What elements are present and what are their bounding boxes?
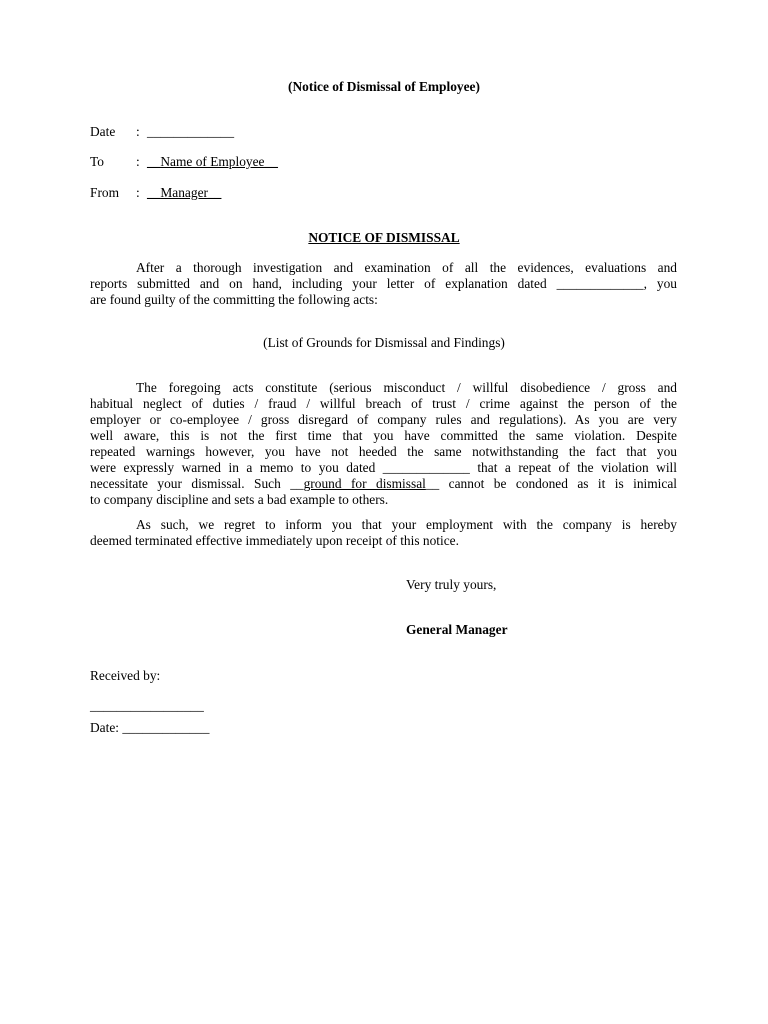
paragraph-line: to company discipline and sets a bad example to others. (90, 492, 389, 507)
from-colon: : (136, 185, 140, 200)
to-colon: : (136, 154, 140, 169)
from-post: __ (207, 185, 222, 200)
signature-line: _________________ (90, 698, 204, 713)
paragraph-line: necessitate your dismissal. Such __ground for dismissal__ cannot be condoned as it is inimical (90, 476, 678, 491)
received-date: Date: _____________ (90, 720, 210, 735)
grounds-placeholder: (List of Grounds for Dismissal and Findings) (263, 335, 505, 350)
from-pre: __ (147, 185, 161, 200)
signatory-title: General Manager (406, 622, 508, 637)
date-value: _____________ (147, 124, 235, 139)
received-by-label: Received by: (90, 668, 161, 683)
to-value (147, 154, 278, 170)
paragraph-line: well aware, this is not the first time that you have committed the same violation. Despite (90, 428, 677, 443)
paragraph-termination (90, 517, 677, 549)
ground-for-dismissal-placeholder: ground for dismissal (303, 476, 426, 491)
paragraph-grounds (90, 380, 677, 508)
paragraph-line: were expressly warned in a memo to you dated _____________ that a repeat of the violation will (90, 460, 677, 475)
paragraph-line: The foregoing acts constitute (serious misconduct / willful disobedience / gross and (136, 380, 677, 395)
manager-placeholder: Manager (160, 185, 208, 200)
paragraph-investigation (90, 260, 677, 308)
to-post: __ (264, 154, 278, 169)
paragraph-line: habitual neglect of duties / fraud / willful breach of trust / crime against the person of the (90, 396, 677, 411)
paragraph-line: employer or co-employee / gross disregard of company rules and regulations). As you are very (90, 412, 677, 427)
paragraph-line: reports submitted and on hand, including your letter of explanation dated _____________, you (90, 276, 677, 291)
closing-salutation: Very truly yours, (406, 577, 497, 592)
from-value (147, 185, 221, 201)
paragraph-line: deemed terminated effective immediately upon receipt of this notice. (90, 533, 459, 548)
date-label: Date (90, 124, 116, 139)
paragraph-line: repeated warnings however, you have not heeded the same notwithstanding the fact that you (90, 444, 677, 459)
to-label: To (90, 154, 104, 169)
paragraph-line: As such, we regret to inform you that your employment with the company is hereby (136, 517, 677, 532)
from-label: From (90, 185, 120, 200)
date-colon: : (136, 124, 140, 139)
paragraph-line: are found guilty of the committing the following acts: (90, 292, 378, 307)
employee-name-placeholder: Name of Employee (160, 154, 265, 169)
notice-heading: NOTICE OF DISMISSAL (308, 230, 460, 245)
document-title: (Notice of Dismissal of Employee) (288, 79, 480, 94)
paragraph-line: After a thorough investigation and examination of all the evidences, evaluations and (136, 260, 677, 275)
to-pre: __ (147, 154, 161, 169)
